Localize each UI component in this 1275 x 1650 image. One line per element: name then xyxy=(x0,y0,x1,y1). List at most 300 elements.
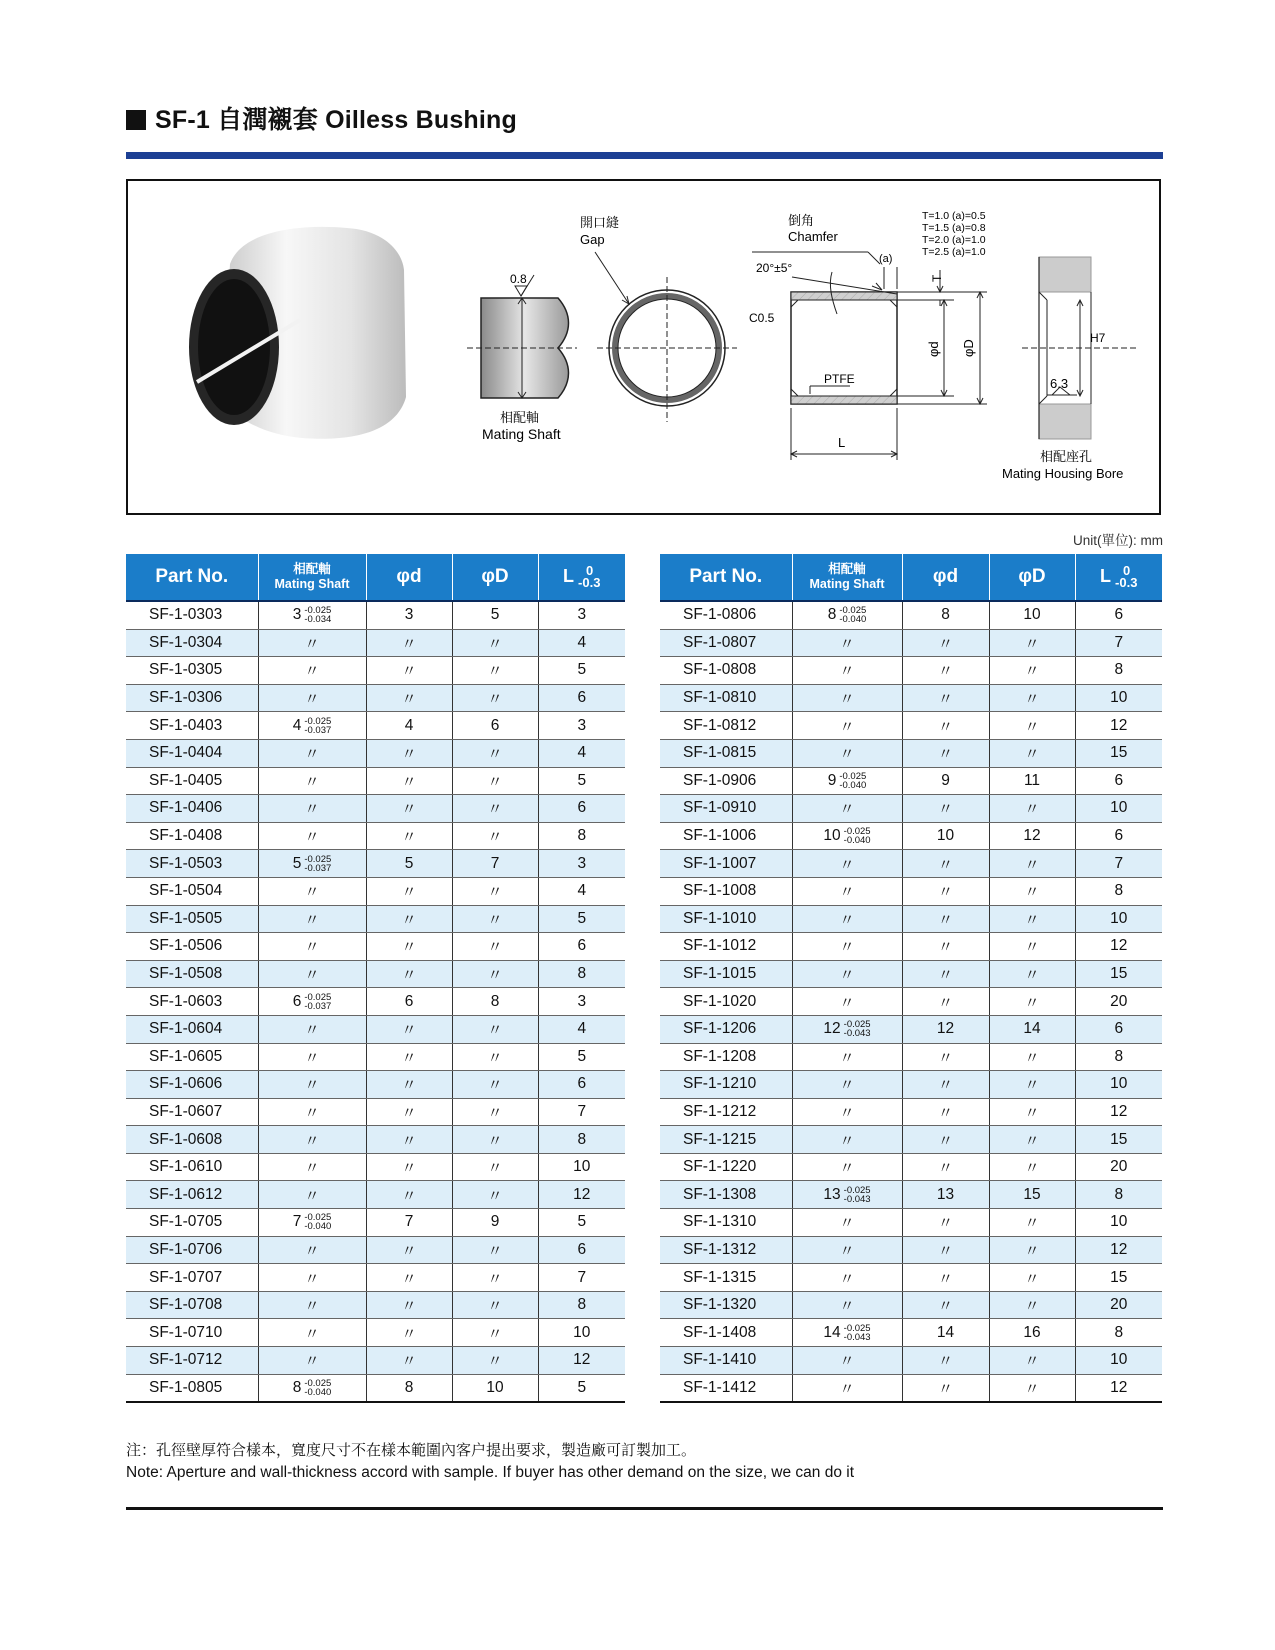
part-no-cell: SF-1-1008 xyxy=(660,877,792,905)
outer-diameter-cell: 〃 xyxy=(989,1374,1075,1402)
shaft-value: 4 xyxy=(292,716,302,734)
length-cell: 10 xyxy=(538,1153,625,1181)
outer-diameter-cell: 〃 xyxy=(989,1071,1075,1099)
mating-shaft-cell xyxy=(258,850,366,878)
outer-diameter-cell: 〃 xyxy=(452,1181,538,1209)
tolerance-lower: -0.040 xyxy=(304,1386,332,1398)
tolerance-lower: -0.043 xyxy=(843,1331,871,1343)
inner-diameter-cell: 〃 xyxy=(366,684,452,712)
outer-diameter-cell: 6 xyxy=(452,712,538,740)
mating-shaft-cell: 〃 xyxy=(258,657,366,685)
shaft-value: 14 xyxy=(823,1323,841,1341)
mating-shaft-cell: 〃 xyxy=(258,1071,366,1099)
part-no-cell: SF-1-0607 xyxy=(126,1098,258,1126)
inner-diameter-cell: 9 xyxy=(902,767,989,795)
part-no-cell: SF-1-0712 xyxy=(126,1347,258,1375)
outer-diameter-cell: 〃 xyxy=(989,960,1075,988)
mating-shaft-cell: 〃 xyxy=(792,1209,902,1237)
outer-diameter-cell: 〃 xyxy=(989,905,1075,933)
header-d: φd xyxy=(366,554,452,601)
header-mating-shaft-zh: 相配軸 xyxy=(293,562,331,576)
mating-shaft-cell xyxy=(792,822,902,850)
length-cell: 4 xyxy=(538,629,625,657)
mating-shaft-cell: 〃 xyxy=(792,1347,902,1375)
table-row xyxy=(126,905,625,933)
length-cell: 8 xyxy=(1075,877,1162,905)
part-no-cell: SF-1-0708 xyxy=(126,1291,258,1319)
part-no-cell: SF-1-1208 xyxy=(660,1043,792,1071)
length-cell: 6 xyxy=(538,795,625,823)
outer-diameter-cell: 14 xyxy=(989,1015,1075,1043)
outer-diameter-cell: 〃 xyxy=(989,850,1075,878)
shaft-value: 8 xyxy=(292,1378,302,1396)
t-label: T xyxy=(930,274,944,282)
outer-diameter-cell: 〃 xyxy=(452,1347,538,1375)
outer-diameter-cell: 〃 xyxy=(989,1098,1075,1126)
inner-diameter-cell: 〃 xyxy=(902,1043,989,1071)
table-row xyxy=(126,1043,625,1071)
mating-shaft-cell: 〃 xyxy=(792,1153,902,1181)
outer-diameter-cell: 〃 xyxy=(989,629,1075,657)
table-row xyxy=(660,795,1162,823)
length-cell: 20 xyxy=(1075,988,1162,1016)
tolerance-upper: -0.025 xyxy=(843,826,871,837)
outer-diameter-cell: 11 xyxy=(989,767,1075,795)
inner-diameter-cell: 〃 xyxy=(902,657,989,685)
length-cell: 3 xyxy=(538,988,625,1016)
bushing-diagram xyxy=(128,181,1159,513)
tolerance-upper: -0.025 xyxy=(843,1019,871,1031)
page-title xyxy=(126,100,517,136)
header-mating-shaft-en: Mating Shaft xyxy=(274,577,350,591)
mating-shaft-cell: 〃 xyxy=(792,933,902,961)
bushing-photo xyxy=(189,227,406,439)
inner-diameter-cell: 〃 xyxy=(902,629,989,657)
header-l-tol-bot: -0.3 xyxy=(1115,575,1138,590)
mating-shaft-cell: 〃 xyxy=(258,739,366,767)
header-l-tolerance xyxy=(1115,565,1137,589)
length-cell: 5 xyxy=(538,905,625,933)
part-no-cell: SF-1-0906 xyxy=(660,767,792,795)
shaft-tolerance xyxy=(304,1213,331,1231)
outer-diameter-cell: 〃 xyxy=(989,933,1075,961)
inner-diameter-cell: 〃 xyxy=(902,1126,989,1154)
table-header-row xyxy=(126,554,625,601)
tolerance-upper: -0.025 xyxy=(304,1377,332,1389)
part-no-cell: SF-1-0305 xyxy=(126,657,258,685)
table-row xyxy=(126,960,625,988)
length-cell: 4 xyxy=(538,739,625,767)
outer-diameter-cell: 〃 xyxy=(452,822,538,850)
shaft-value: 9 xyxy=(827,771,837,789)
part-no-cell: SF-1-0408 xyxy=(126,822,258,850)
outer-diameter-cell: 10 xyxy=(452,1374,538,1402)
table-row xyxy=(660,1264,1162,1292)
mating-shaft-cell: 〃 xyxy=(258,877,366,905)
inner-diameter-cell: 4 xyxy=(366,712,452,740)
outer-diameter-cell: 〃 xyxy=(989,1291,1075,1319)
part-no-cell: SF-1-0710 xyxy=(126,1319,258,1347)
mating-shaft-cell: 〃 xyxy=(258,767,366,795)
length-cell: 6 xyxy=(538,1236,625,1264)
outer-diameter-cell: 〃 xyxy=(989,877,1075,905)
mating-shaft-cell: 〃 xyxy=(792,988,902,1016)
tolerance-upper: -0.025 xyxy=(304,853,332,865)
part-no-cell: SF-1-0805 xyxy=(126,1374,258,1402)
shaft-value: 10 xyxy=(823,827,841,845)
length-cell: 10 xyxy=(1075,905,1162,933)
part-no-cell: SF-1-1206 xyxy=(660,1015,792,1043)
part-no-cell: SF-1-0706 xyxy=(126,1236,258,1264)
tolerance-lower: -0.040 xyxy=(304,1221,332,1233)
outer-diameter-cell: 〃 xyxy=(989,1264,1075,1292)
outer-diameter-cell: 〃 xyxy=(452,1015,538,1043)
inner-diameter-cell: 〃 xyxy=(902,877,989,905)
inner-diameter-cell: 〃 xyxy=(366,960,452,988)
table-row xyxy=(126,1153,625,1181)
length-cell: 8 xyxy=(1075,1043,1162,1071)
part-no-cell: SF-1-0303 xyxy=(126,601,258,629)
inner-diameter-cell: 〃 xyxy=(366,1098,452,1126)
shaft-value: 7 xyxy=(292,1213,302,1231)
mating-shaft-cell: 〃 xyxy=(258,1291,366,1319)
mating-shaft-cell: 〃 xyxy=(258,1264,366,1292)
header-d: φd xyxy=(902,554,989,601)
table-row xyxy=(126,601,625,629)
outer-diameter-cell: 〃 xyxy=(989,1126,1075,1154)
header-l xyxy=(538,554,625,601)
outer-diameter-cell: 〃 xyxy=(452,1098,538,1126)
part-no-cell: SF-1-1410 xyxy=(660,1347,792,1375)
length-cell: 12 xyxy=(538,1347,625,1375)
table-row xyxy=(660,712,1162,740)
length-cell: 10 xyxy=(1075,1071,1162,1099)
part-no-cell: SF-1-0503 xyxy=(126,850,258,878)
length-cell: 8 xyxy=(538,1291,625,1319)
length-cell: 10 xyxy=(538,1319,625,1347)
inner-diameter-cell: 8 xyxy=(366,1374,452,1402)
outer-diameter-cell: 〃 xyxy=(452,877,538,905)
inner-diameter-cell: 〃 xyxy=(366,1071,452,1099)
inner-diameter-cell: 14 xyxy=(902,1319,989,1347)
mating-shaft-cell: 〃 xyxy=(792,795,902,823)
tolerance-upper: -0.025 xyxy=(304,991,332,1003)
inner-diameter-cell: 〃 xyxy=(366,877,452,905)
inner-diameter-cell: 〃 xyxy=(366,1126,452,1154)
table-row xyxy=(660,850,1162,878)
length-cell: 12 xyxy=(1075,1098,1162,1126)
spec-table-right xyxy=(660,554,1162,1403)
bore-label-zh: 相配座孔 xyxy=(1040,449,1093,464)
tolerance-upper: -0.025 xyxy=(843,1322,871,1334)
inner-diameter-cell: 〃 xyxy=(366,629,452,657)
length-cell: 5 xyxy=(538,1374,625,1402)
length-cell: 15 xyxy=(1075,739,1162,767)
t-note: T=2.5 (a)=1.0 xyxy=(922,246,986,258)
tolerance-lower: -0.040 xyxy=(839,779,867,791)
table-row xyxy=(126,767,625,795)
diagram-frame xyxy=(126,179,1161,515)
part-no-cell: SF-1-0815 xyxy=(660,739,792,767)
table-row xyxy=(660,767,1162,795)
length-cell: 6 xyxy=(1075,601,1162,629)
mating-shaft-cell: 〃 xyxy=(258,1015,366,1043)
inner-diameter-cell: 〃 xyxy=(366,1264,452,1292)
table-row xyxy=(126,877,625,905)
length-cell: 7 xyxy=(1075,629,1162,657)
inner-diameter-cell: 〃 xyxy=(902,1209,989,1237)
outer-diameter-cell: 〃 xyxy=(452,1236,538,1264)
outer-diameter-cell: 〃 xyxy=(452,795,538,823)
table-row xyxy=(126,795,625,823)
length-cell: 6 xyxy=(1075,767,1162,795)
part-no-cell: SF-1-1315 xyxy=(660,1264,792,1292)
length-cell: 20 xyxy=(1075,1153,1162,1181)
table-row xyxy=(660,629,1162,657)
shaft-label-en: Mating Shaft xyxy=(482,426,561,442)
length-cell: 8 xyxy=(1075,657,1162,685)
t-note: T=1.0 (a)=0.5 xyxy=(922,210,986,222)
inner-diameter-cell: 〃 xyxy=(902,933,989,961)
outer-diameter-cell: 〃 xyxy=(452,684,538,712)
header-l-tol-top: 0 xyxy=(1123,563,1131,578)
part-no-cell: SF-1-0304 xyxy=(126,629,258,657)
length-cell: 12 xyxy=(538,1181,625,1209)
tolerance-upper: -0.025 xyxy=(839,770,867,782)
part-no-cell: SF-1-1408 xyxy=(660,1319,792,1347)
inner-diameter-cell: 〃 xyxy=(366,1153,452,1181)
h7-label: H7 xyxy=(1090,331,1106,345)
tolerance-upper: -0.025 xyxy=(304,1212,332,1224)
mating-shaft-cell: 〃 xyxy=(792,1374,902,1402)
shaft-tolerance xyxy=(844,1020,871,1038)
outer-diameter-cell: 〃 xyxy=(989,1153,1075,1181)
part-no-cell: SF-1-0506 xyxy=(126,933,258,961)
part-no-cell: SF-1-0610 xyxy=(126,1153,258,1181)
part-no-cell: SF-1-0807 xyxy=(660,629,792,657)
shaft-roughness: 0.8 xyxy=(510,272,527,286)
outer-diameter-cell: 〃 xyxy=(989,739,1075,767)
part-no-cell: SF-1-0403 xyxy=(126,712,258,740)
inner-diameter-cell: 8 xyxy=(902,601,989,629)
mating-shaft-cell xyxy=(258,712,366,740)
table-row xyxy=(126,1236,625,1264)
table-row xyxy=(660,1347,1162,1375)
length-cell: 12 xyxy=(1075,712,1162,740)
header-mating-shaft xyxy=(258,554,366,601)
outer-diameter-cell: 〃 xyxy=(452,1319,538,1347)
part-no-cell: SF-1-1015 xyxy=(660,960,792,988)
part-no-cell: SF-1-0608 xyxy=(126,1126,258,1154)
mating-shaft-cell: 〃 xyxy=(792,1264,902,1292)
chamfer-label-en: Chamfer xyxy=(788,229,838,244)
mating-shaft-cell: 〃 xyxy=(258,822,366,850)
mating-shaft-cell: 〃 xyxy=(258,1043,366,1071)
table-row xyxy=(126,1015,625,1043)
header-part-no: Part No. xyxy=(660,554,792,601)
inner-diameter-cell: 3 xyxy=(366,601,452,629)
table-row xyxy=(126,739,625,767)
mating-shaft-cell: 〃 xyxy=(792,684,902,712)
part-no-cell: SF-1-0606 xyxy=(126,1071,258,1099)
outer-diameter-cell: 〃 xyxy=(989,657,1075,685)
unit-label: Unit(單位): mm xyxy=(1073,533,1163,548)
table-row xyxy=(660,1126,1162,1154)
mating-shaft-cell: 〃 xyxy=(792,1291,902,1319)
tolerance-lower: -0.043 xyxy=(843,1193,871,1205)
tolerance-lower: -0.037 xyxy=(304,862,332,874)
inner-diameter-cell: 5 xyxy=(366,850,452,878)
outer-diameter-cell: 〃 xyxy=(989,988,1075,1016)
ptfe-label: PTFE xyxy=(824,372,855,386)
angle-label: 20°±5° xyxy=(756,261,793,275)
inner-diameter-cell: 〃 xyxy=(902,739,989,767)
header-l-text: L xyxy=(563,565,575,586)
table-row xyxy=(126,1209,625,1237)
part-no-cell: SF-1-1310 xyxy=(660,1209,792,1237)
outer-diameter-cell: 〃 xyxy=(452,1043,538,1071)
length-cell: 15 xyxy=(1075,1126,1162,1154)
outer-diameter-cell: 7 xyxy=(452,850,538,878)
inner-diameter-cell: 13 xyxy=(902,1181,989,1209)
tolerance-upper: -0.025 xyxy=(304,605,332,617)
shaft-tolerance xyxy=(304,993,331,1011)
tolerance-lower: -0.037 xyxy=(304,1000,332,1012)
shaft-tolerance xyxy=(304,717,331,735)
t-note: T=2.0 (a)=1.0 xyxy=(922,234,986,246)
mating-shaft-cell xyxy=(792,601,902,629)
length-cell: 4 xyxy=(538,1015,625,1043)
table-row xyxy=(126,1264,625,1292)
mating-shaft-cell: 〃 xyxy=(258,1153,366,1181)
mating-shaft-cell: 〃 xyxy=(258,1126,366,1154)
bushing-section-drawing xyxy=(752,252,987,460)
mating-shaft-cell: 〃 xyxy=(792,629,902,657)
table-row xyxy=(126,850,625,878)
table-row xyxy=(660,1071,1162,1099)
table-row xyxy=(126,1098,625,1126)
mating-shaft-cell: 〃 xyxy=(792,1098,902,1126)
part-no-cell: SF-1-0810 xyxy=(660,684,792,712)
table-row xyxy=(126,1181,625,1209)
inner-diameter-cell: 〃 xyxy=(366,1291,452,1319)
table-row xyxy=(126,988,625,1016)
housing-bore-drawing xyxy=(1022,257,1137,439)
outer-diameter-cell: 〃 xyxy=(452,629,538,657)
table-row xyxy=(126,1291,625,1319)
mating-shaft-cell: 〃 xyxy=(258,1098,366,1126)
part-no-cell: SF-1-0406 xyxy=(126,795,258,823)
mating-shaft-cell xyxy=(792,1319,902,1347)
part-no-cell: SF-1-1020 xyxy=(660,988,792,1016)
inner-diameter-cell: 〃 xyxy=(902,1098,989,1126)
shaft-value: 13 xyxy=(823,1185,841,1203)
length-cell: 5 xyxy=(538,767,625,795)
mating-shaft-cell: 〃 xyxy=(792,1043,902,1071)
header-mating-shaft-en: Mating Shaft xyxy=(809,577,885,591)
c05-label: C0.5 xyxy=(749,311,775,325)
table-row xyxy=(126,712,625,740)
outer-diameter-cell: 〃 xyxy=(989,684,1075,712)
outer-diameter-cell: 〃 xyxy=(452,1291,538,1319)
table-row xyxy=(660,877,1162,905)
tolerance-upper: -0.025 xyxy=(304,715,332,727)
part-no-cell: SF-1-0812 xyxy=(660,712,792,740)
inner-diameter-cell: 〃 xyxy=(902,712,989,740)
inner-diameter-cell: 10 xyxy=(902,822,989,850)
inner-diameter-cell: 〃 xyxy=(902,1264,989,1292)
header-mating-shaft-zh: 相配軸 xyxy=(828,562,866,576)
spec-table-left xyxy=(126,554,625,1403)
inner-diameter-cell: 〃 xyxy=(366,795,452,823)
part-no-cell: SF-1-1010 xyxy=(660,905,792,933)
mating-shaft-cell: 〃 xyxy=(258,905,366,933)
length-cell: 15 xyxy=(1075,1264,1162,1292)
inner-diameter-cell: 〃 xyxy=(902,1236,989,1264)
shaft-tolerance xyxy=(844,1186,871,1204)
mating-shaft-cell: 〃 xyxy=(258,629,366,657)
inner-diameter-cell: 〃 xyxy=(902,1153,989,1181)
part-no-cell: SF-1-1320 xyxy=(660,1291,792,1319)
part-no-cell: SF-1-0604 xyxy=(126,1015,258,1043)
part-no-cell: SF-1-1412 xyxy=(660,1374,792,1402)
table-row xyxy=(126,1126,625,1154)
outer-diameter-cell: 12 xyxy=(989,822,1075,850)
inner-diameter-cell: 〃 xyxy=(902,988,989,1016)
mating-shaft-cell: 〃 xyxy=(258,1236,366,1264)
length-cell: 6 xyxy=(538,933,625,961)
inner-diameter-cell: 〃 xyxy=(902,850,989,878)
inner-diameter-cell: 〃 xyxy=(366,933,452,961)
t-note: T=1.5 (a)=0.8 xyxy=(922,222,986,234)
length-cell: 6 xyxy=(1075,822,1162,850)
mating-shaft-cell xyxy=(258,988,366,1016)
length-cell: 12 xyxy=(1075,933,1162,961)
note-chinese: 注：孔徑壁厚符合樣本，寬度尺寸不在樣本範圍內客户提出要求，製造廠可訂製加工。 xyxy=(126,1442,697,1459)
part-no-cell: SF-1-0306 xyxy=(126,684,258,712)
inner-diameter-cell: 6 xyxy=(366,988,452,1016)
table-row xyxy=(660,601,1162,629)
part-no-cell: SF-1-0603 xyxy=(126,988,258,1016)
title-square-icon xyxy=(126,110,146,130)
outer-diameter-cell: 〃 xyxy=(452,1264,538,1292)
mating-shaft-cell: 〃 xyxy=(258,933,366,961)
inner-diameter-cell: 〃 xyxy=(366,905,452,933)
inner-diameter-cell: 〃 xyxy=(366,767,452,795)
title-rule xyxy=(126,152,1163,159)
length-cell: 8 xyxy=(1075,1181,1162,1209)
length-cell: 8 xyxy=(538,822,625,850)
mating-shaft-cell xyxy=(258,601,366,629)
table-row xyxy=(660,1209,1162,1237)
part-no-cell: SF-1-1007 xyxy=(660,850,792,878)
length-cell: 3 xyxy=(538,712,625,740)
mating-shaft-drawing xyxy=(467,275,577,398)
length-cell: 7 xyxy=(1075,850,1162,878)
tolerance-lower: -0.037 xyxy=(304,724,332,736)
mating-shaft-cell xyxy=(792,767,902,795)
l-dim-label: L xyxy=(838,435,846,450)
inner-diameter-cell: 〃 xyxy=(366,1015,452,1043)
header-l-text: L xyxy=(1100,565,1112,586)
tolerance-upper: -0.025 xyxy=(839,605,867,617)
length-cell: 6 xyxy=(538,1071,625,1099)
mating-shaft-cell: 〃 xyxy=(792,877,902,905)
part-no-cell: SF-1-0806 xyxy=(660,601,792,629)
tolerance-lower: -0.040 xyxy=(843,835,871,846)
mating-shaft-cell: 〃 xyxy=(792,1071,902,1099)
part-no-cell: SF-1-1220 xyxy=(660,1153,792,1181)
